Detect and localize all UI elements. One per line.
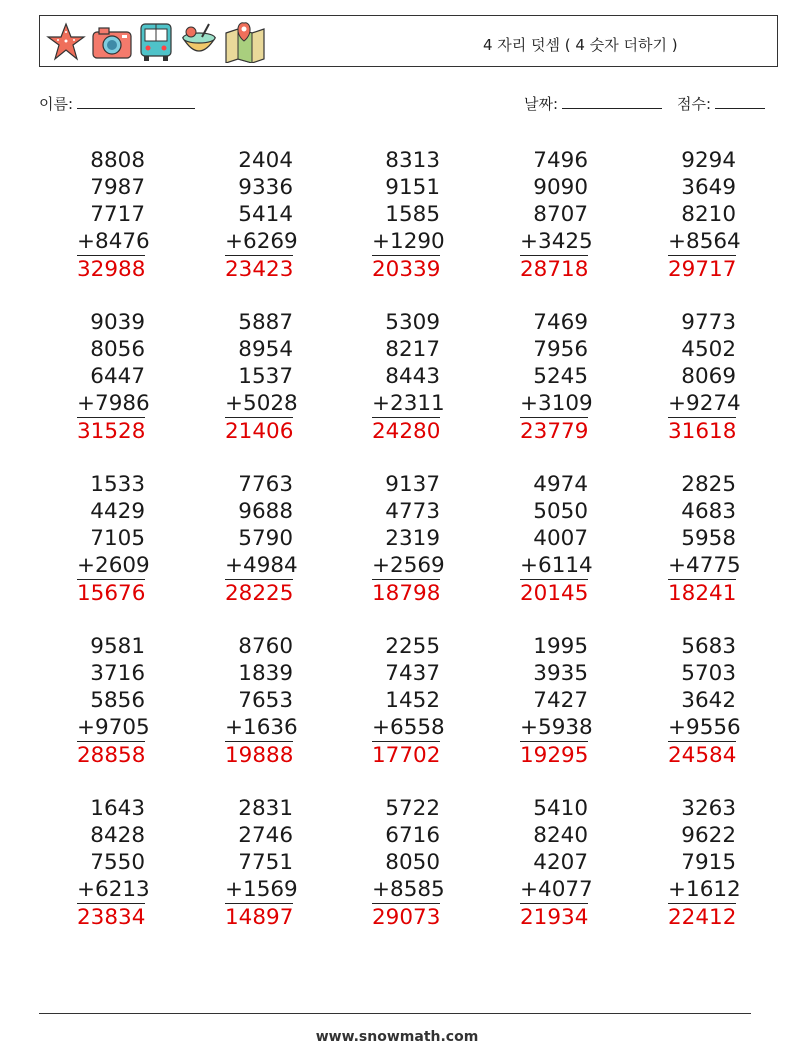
score-label: 점수: — [677, 95, 712, 113]
problem-addend: +1569 — [225, 877, 298, 902]
problem-addend: 5410 — [533, 796, 588, 821]
problem-answer: 19295 — [520, 743, 589, 768]
problem-answer: 23779 — [520, 419, 589, 444]
problem-addend: 9294 — [681, 148, 736, 173]
name-field[interactable] — [39, 93, 195, 114]
problem-7 — [225, 309, 298, 445]
bus-icon — [138, 21, 174, 63]
problem-addend: +5028 — [225, 391, 298, 416]
problem-addend: +6213 — [77, 877, 150, 902]
problem-addend: 7915 — [681, 850, 736, 875]
date-field[interactable] — [524, 93, 662, 114]
footer-divider — [39, 1013, 751, 1014]
problem-addend: 7550 — [90, 850, 145, 875]
problem-addend: 8313 — [385, 148, 440, 173]
problem-25 — [668, 795, 741, 931]
problem-answer: 21934 — [520, 905, 589, 930]
problem-answer: 21406 — [225, 419, 294, 444]
problem-addend: 3649 — [681, 175, 736, 200]
problem-5 — [668, 147, 741, 283]
problem-addend: 8443 — [385, 364, 440, 389]
problem-addend: 9336 — [238, 175, 293, 200]
date-line[interactable] — [562, 94, 662, 109]
problem-addend: 9151 — [385, 175, 440, 200]
problem-19 — [520, 633, 593, 769]
problem-answer: 31618 — [668, 419, 737, 444]
problem-addend: 9039 — [90, 310, 145, 335]
problem-addend: 4974 — [533, 472, 588, 497]
problem-addend: 1995 — [533, 634, 588, 659]
problem-addend: +1636 — [225, 715, 298, 740]
problem-addend: 1585 — [385, 202, 440, 227]
problem-12 — [225, 471, 298, 607]
problem-addend: 1537 — [238, 364, 293, 389]
problem-addend: 3935 — [533, 661, 588, 686]
problem-addend: 7653 — [238, 688, 293, 713]
problem-addend: 9090 — [533, 175, 588, 200]
problem-addend: 2319 — [385, 526, 440, 551]
problem-addend: 2746 — [238, 823, 293, 848]
problem-addend: +2569 — [372, 553, 445, 578]
problem-16 — [77, 633, 150, 769]
problem-answer: 28858 — [77, 743, 146, 768]
problem-addend: +4984 — [225, 553, 298, 578]
problem-addend: 9137 — [385, 472, 440, 497]
problem-addend: 9622 — [681, 823, 736, 848]
problem-addend: 1452 — [385, 688, 440, 713]
problem-addend: 7437 — [385, 661, 440, 686]
problem-answer: 24280 — [372, 419, 441, 444]
problem-addend: 4773 — [385, 499, 440, 524]
problem-addend: 2255 — [385, 634, 440, 659]
problem-answer: 23423 — [225, 257, 294, 282]
problem-4 — [520, 147, 593, 283]
problem-addend: 5414 — [238, 202, 293, 227]
problem-addend: 8069 — [681, 364, 736, 389]
problem-answer: 17702 — [372, 743, 441, 768]
problem-addend: 7105 — [90, 526, 145, 551]
problem-addend: 7956 — [533, 337, 588, 362]
problem-addend: 8760 — [238, 634, 293, 659]
camera-icon — [91, 22, 133, 62]
problem-addend: 5703 — [681, 661, 736, 686]
problem-answer: 23834 — [77, 905, 146, 930]
score-line[interactable] — [715, 94, 765, 109]
problem-addend: 7427 — [533, 688, 588, 713]
problem-addend: +5938 — [520, 715, 593, 740]
problem-addend: 5958 — [681, 526, 736, 551]
problem-addend: 2825 — [681, 472, 736, 497]
problem-addend: 3642 — [681, 688, 736, 713]
problem-9 — [520, 309, 593, 445]
problem-answer: 24584 — [668, 743, 737, 768]
problem-addend: 8954 — [238, 337, 293, 362]
problem-3 — [372, 147, 445, 283]
problem-13 — [372, 471, 445, 607]
problem-addend: 2831 — [238, 796, 293, 821]
page-title: 4 자리 덧셈 ( 4 숫자 더하기 ) — [483, 36, 678, 54]
problem-2 — [225, 147, 298, 283]
problem-addend: 9581 — [90, 634, 145, 659]
problem-addend: 9773 — [681, 310, 736, 335]
problem-answer: 20339 — [372, 257, 441, 282]
problem-answer: 28225 — [225, 581, 294, 606]
problem-addend: 1643 — [90, 796, 145, 821]
problem-addend: 5856 — [90, 688, 145, 713]
problem-addend: 5245 — [533, 364, 588, 389]
problem-addend: +3425 — [520, 229, 593, 254]
problem-addend: +6269 — [225, 229, 298, 254]
problem-addend: 1839 — [238, 661, 293, 686]
problem-11 — [77, 471, 150, 607]
problem-addend: 4007 — [533, 526, 588, 551]
problem-addend: +8476 — [77, 229, 150, 254]
problem-answer: 20145 — [520, 581, 589, 606]
problem-6 — [77, 309, 150, 445]
problem-addend: 7763 — [238, 472, 293, 497]
header-icons — [46, 20, 266, 64]
problem-answer: 22412 — [668, 905, 737, 930]
problem-addend: 4429 — [90, 499, 145, 524]
problem-addend: 2404 — [238, 148, 293, 173]
problem-23 — [372, 795, 445, 931]
problem-answer: 32988 — [77, 257, 146, 282]
problem-addend: 7717 — [90, 202, 145, 227]
name-label: 이름: — [39, 95, 74, 113]
problem-addend: 6447 — [90, 364, 145, 389]
problem-addend: 8707 — [533, 202, 588, 227]
problem-15 — [668, 471, 741, 607]
problem-18 — [372, 633, 445, 769]
map-icon — [224, 21, 266, 63]
problem-addend: 7469 — [533, 310, 588, 335]
problem-addend: 4502 — [681, 337, 736, 362]
problem-addend: +6558 — [372, 715, 445, 740]
problem-addend: +2609 — [77, 553, 150, 578]
problem-addend: 5887 — [238, 310, 293, 335]
problem-answer: 15676 — [77, 581, 146, 606]
problem-addend: +4775 — [668, 553, 741, 578]
footer-url: www.snowmath.com — [315, 1029, 479, 1045]
problem-20 — [668, 633, 741, 769]
problem-addend: +8585 — [372, 877, 445, 902]
problem-answer: 31528 — [77, 419, 146, 444]
problem-addend: +9556 — [668, 715, 741, 740]
problem-addend: 7987 — [90, 175, 145, 200]
problem-addend: 6716 — [385, 823, 440, 848]
problem-addend: +7986 — [77, 391, 150, 416]
problem-addend: +3109 — [520, 391, 593, 416]
problem-addend: 8050 — [385, 850, 440, 875]
problem-answer: 18798 — [372, 581, 441, 606]
problem-8 — [372, 309, 445, 445]
problem-addend: 4683 — [681, 499, 736, 524]
problem-addend: 7751 — [238, 850, 293, 875]
problem-addend: 9688 — [238, 499, 293, 524]
problem-10 — [668, 309, 741, 445]
score-field[interactable] — [677, 93, 765, 114]
problem-addend: 8428 — [90, 823, 145, 848]
problem-22 — [225, 795, 298, 931]
problem-24 — [520, 795, 593, 931]
problem-addend: 8217 — [385, 337, 440, 362]
problem-addend: 8808 — [90, 148, 145, 173]
problem-addend: 5790 — [238, 526, 293, 551]
problem-1 — [77, 147, 150, 283]
problem-addend: 5050 — [533, 499, 588, 524]
problem-addend: +9705 — [77, 715, 150, 740]
problem-answer: 29717 — [668, 257, 737, 282]
problem-addend: 8056 — [90, 337, 145, 362]
problem-addend: 1533 — [90, 472, 145, 497]
problem-addend: 8240 — [533, 823, 588, 848]
problem-addend: 3716 — [90, 661, 145, 686]
starfish-icon — [46, 22, 86, 62]
problem-addend: 5309 — [385, 310, 440, 335]
name-line[interactable] — [77, 94, 195, 109]
problem-21 — [77, 795, 150, 931]
problem-answer: 29073 — [372, 905, 441, 930]
problem-14 — [520, 471, 593, 607]
problem-17 — [225, 633, 298, 769]
header-box — [39, 15, 778, 67]
date-label: 날짜: — [524, 95, 559, 113]
problem-addend: +1612 — [668, 877, 741, 902]
problem-addend: 5722 — [385, 796, 440, 821]
coconut-drink-icon — [179, 22, 219, 62]
problem-addend: 7496 — [533, 148, 588, 173]
problem-answer: 14897 — [225, 905, 294, 930]
problem-answer: 28718 — [520, 257, 589, 282]
problem-addend: 5683 — [681, 634, 736, 659]
problem-addend: 8210 — [681, 202, 736, 227]
problem-addend: +8564 — [668, 229, 741, 254]
problem-addend: +6114 — [520, 553, 593, 578]
problem-addend: +1290 — [372, 229, 445, 254]
problem-addend: +4077 — [520, 877, 593, 902]
problem-addend: +2311 — [372, 391, 445, 416]
problem-addend: +9274 — [668, 391, 741, 416]
problem-answer: 18241 — [668, 581, 737, 606]
problem-addend: 3263 — [681, 796, 736, 821]
problem-answer: 19888 — [225, 743, 294, 768]
problem-addend: 4207 — [533, 850, 588, 875]
